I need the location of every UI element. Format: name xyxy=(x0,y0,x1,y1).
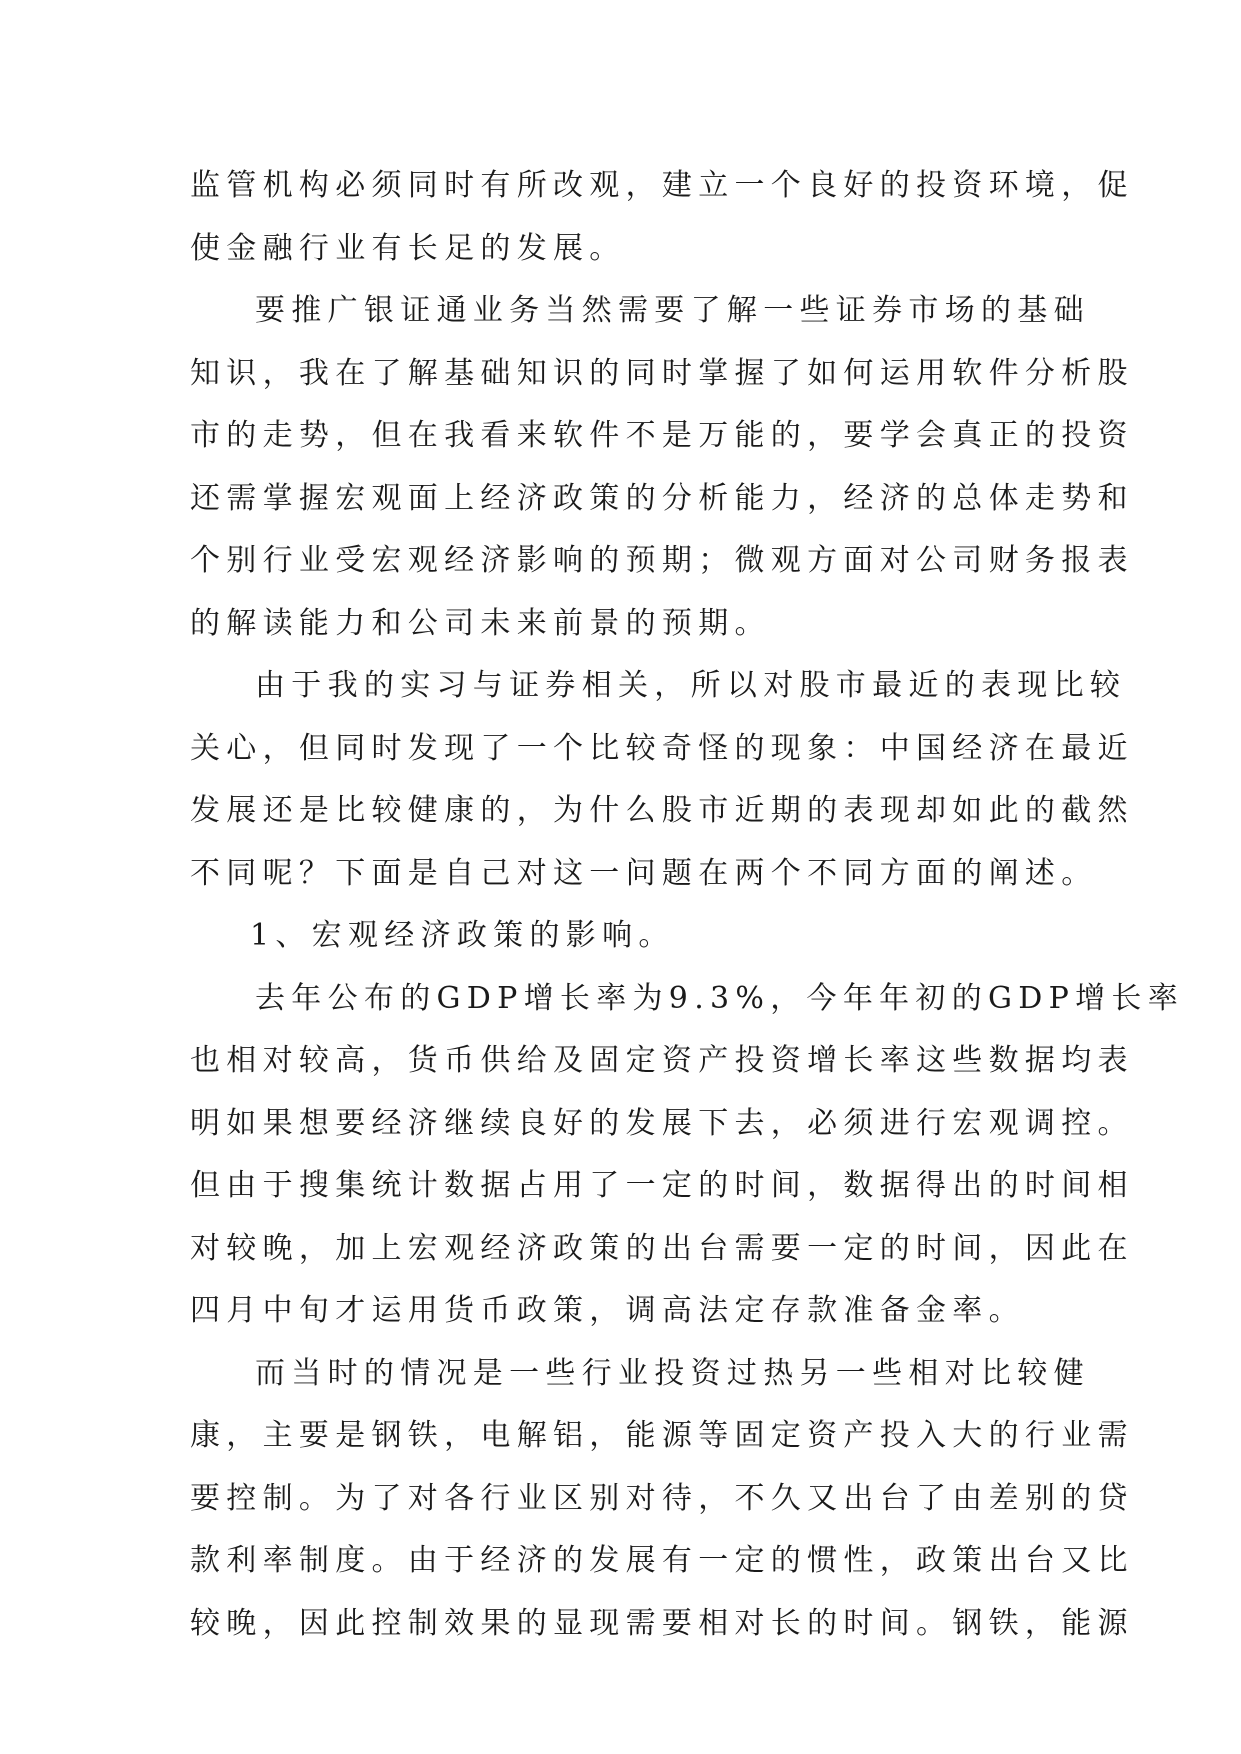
paragraph-start-line: 由于我的实习与证券相关，所以对股市最近的表现比较 xyxy=(255,668,1127,703)
text-line: 的解读能力和公司未来前景的预期。 xyxy=(190,605,771,641)
paragraph-start-line: 去年公布的GDP增长率为9.3%，今年年初的GDP增长率 xyxy=(255,980,1185,1016)
text-line: 还需掌握宏观面上经济政策的分析能力，经济的总体走势和 xyxy=(190,480,1134,516)
text-line: 对较晚，加上宏观经济政策的出台需要一定的时间，因此在 xyxy=(190,1230,1134,1266)
section-heading: 1、宏观经济政策的影响。 xyxy=(250,918,675,953)
paragraph-start-line: 要推广银证通业务当然需要了解一些证券市场的基础 xyxy=(255,293,1090,328)
text-line: 也相对较高，货币供给及固定资产投资增长率这些数据均表 xyxy=(190,1043,1134,1078)
text-line: 使金融行业有长足的发展。 xyxy=(190,230,626,266)
body-text xyxy=(190,155,1185,1655)
text-line: 较晚，因此控制效果的显现需要相对长的时间。钢铁，能源 xyxy=(190,1605,1134,1641)
text-line: 关心，但同时发现了一个比较奇怪的现象：中国经济在最近 xyxy=(190,730,1134,766)
text-line: 康，主要是钢铁，电解铝，能源等固定资产投入大的行业需 xyxy=(190,1418,1134,1453)
text-line: 要控制。为了对各行业区别对待，不久又出台了由差别的贷 xyxy=(190,1480,1134,1516)
text-line: 个别行业受宏观经济影响的预期；微观方面对公司财务报表 xyxy=(190,543,1134,578)
text-line: 发展还是比较健康的，为什么股市近期的表现却如此的截然 xyxy=(190,793,1134,828)
text-line: 不同呢？下面是自己对这一问题在两个不同方面的阐述。 xyxy=(190,855,1098,891)
text-line: 但由于搜集统计数据占用了一定的时间，数据得出的时间相 xyxy=(190,1168,1134,1203)
text-line: 明如果想要经济继续良好的发展下去，必须进行宏观调控。 xyxy=(190,1105,1134,1141)
text-line: 四月中旬才运用货币政策，调高法定存款准备金率。 xyxy=(190,1293,1025,1328)
text-line: 监管机构必须同时有所改观，建立一个良好的投资环境，促 xyxy=(190,168,1134,203)
text-line: 市的走势，但在我看来软件不是万能的，要学会真正的投资 xyxy=(190,418,1134,453)
text-line: 知识，我在了解基础知识的同时掌握了如何运用软件分析股 xyxy=(190,355,1134,391)
paragraph-start-line: 而当时的情况是一些行业投资过热另一些相对比较健 xyxy=(255,1355,1090,1391)
text-line: 款利率制度。由于经济的发展有一定的惯性，政策出台又比 xyxy=(190,1543,1134,1578)
